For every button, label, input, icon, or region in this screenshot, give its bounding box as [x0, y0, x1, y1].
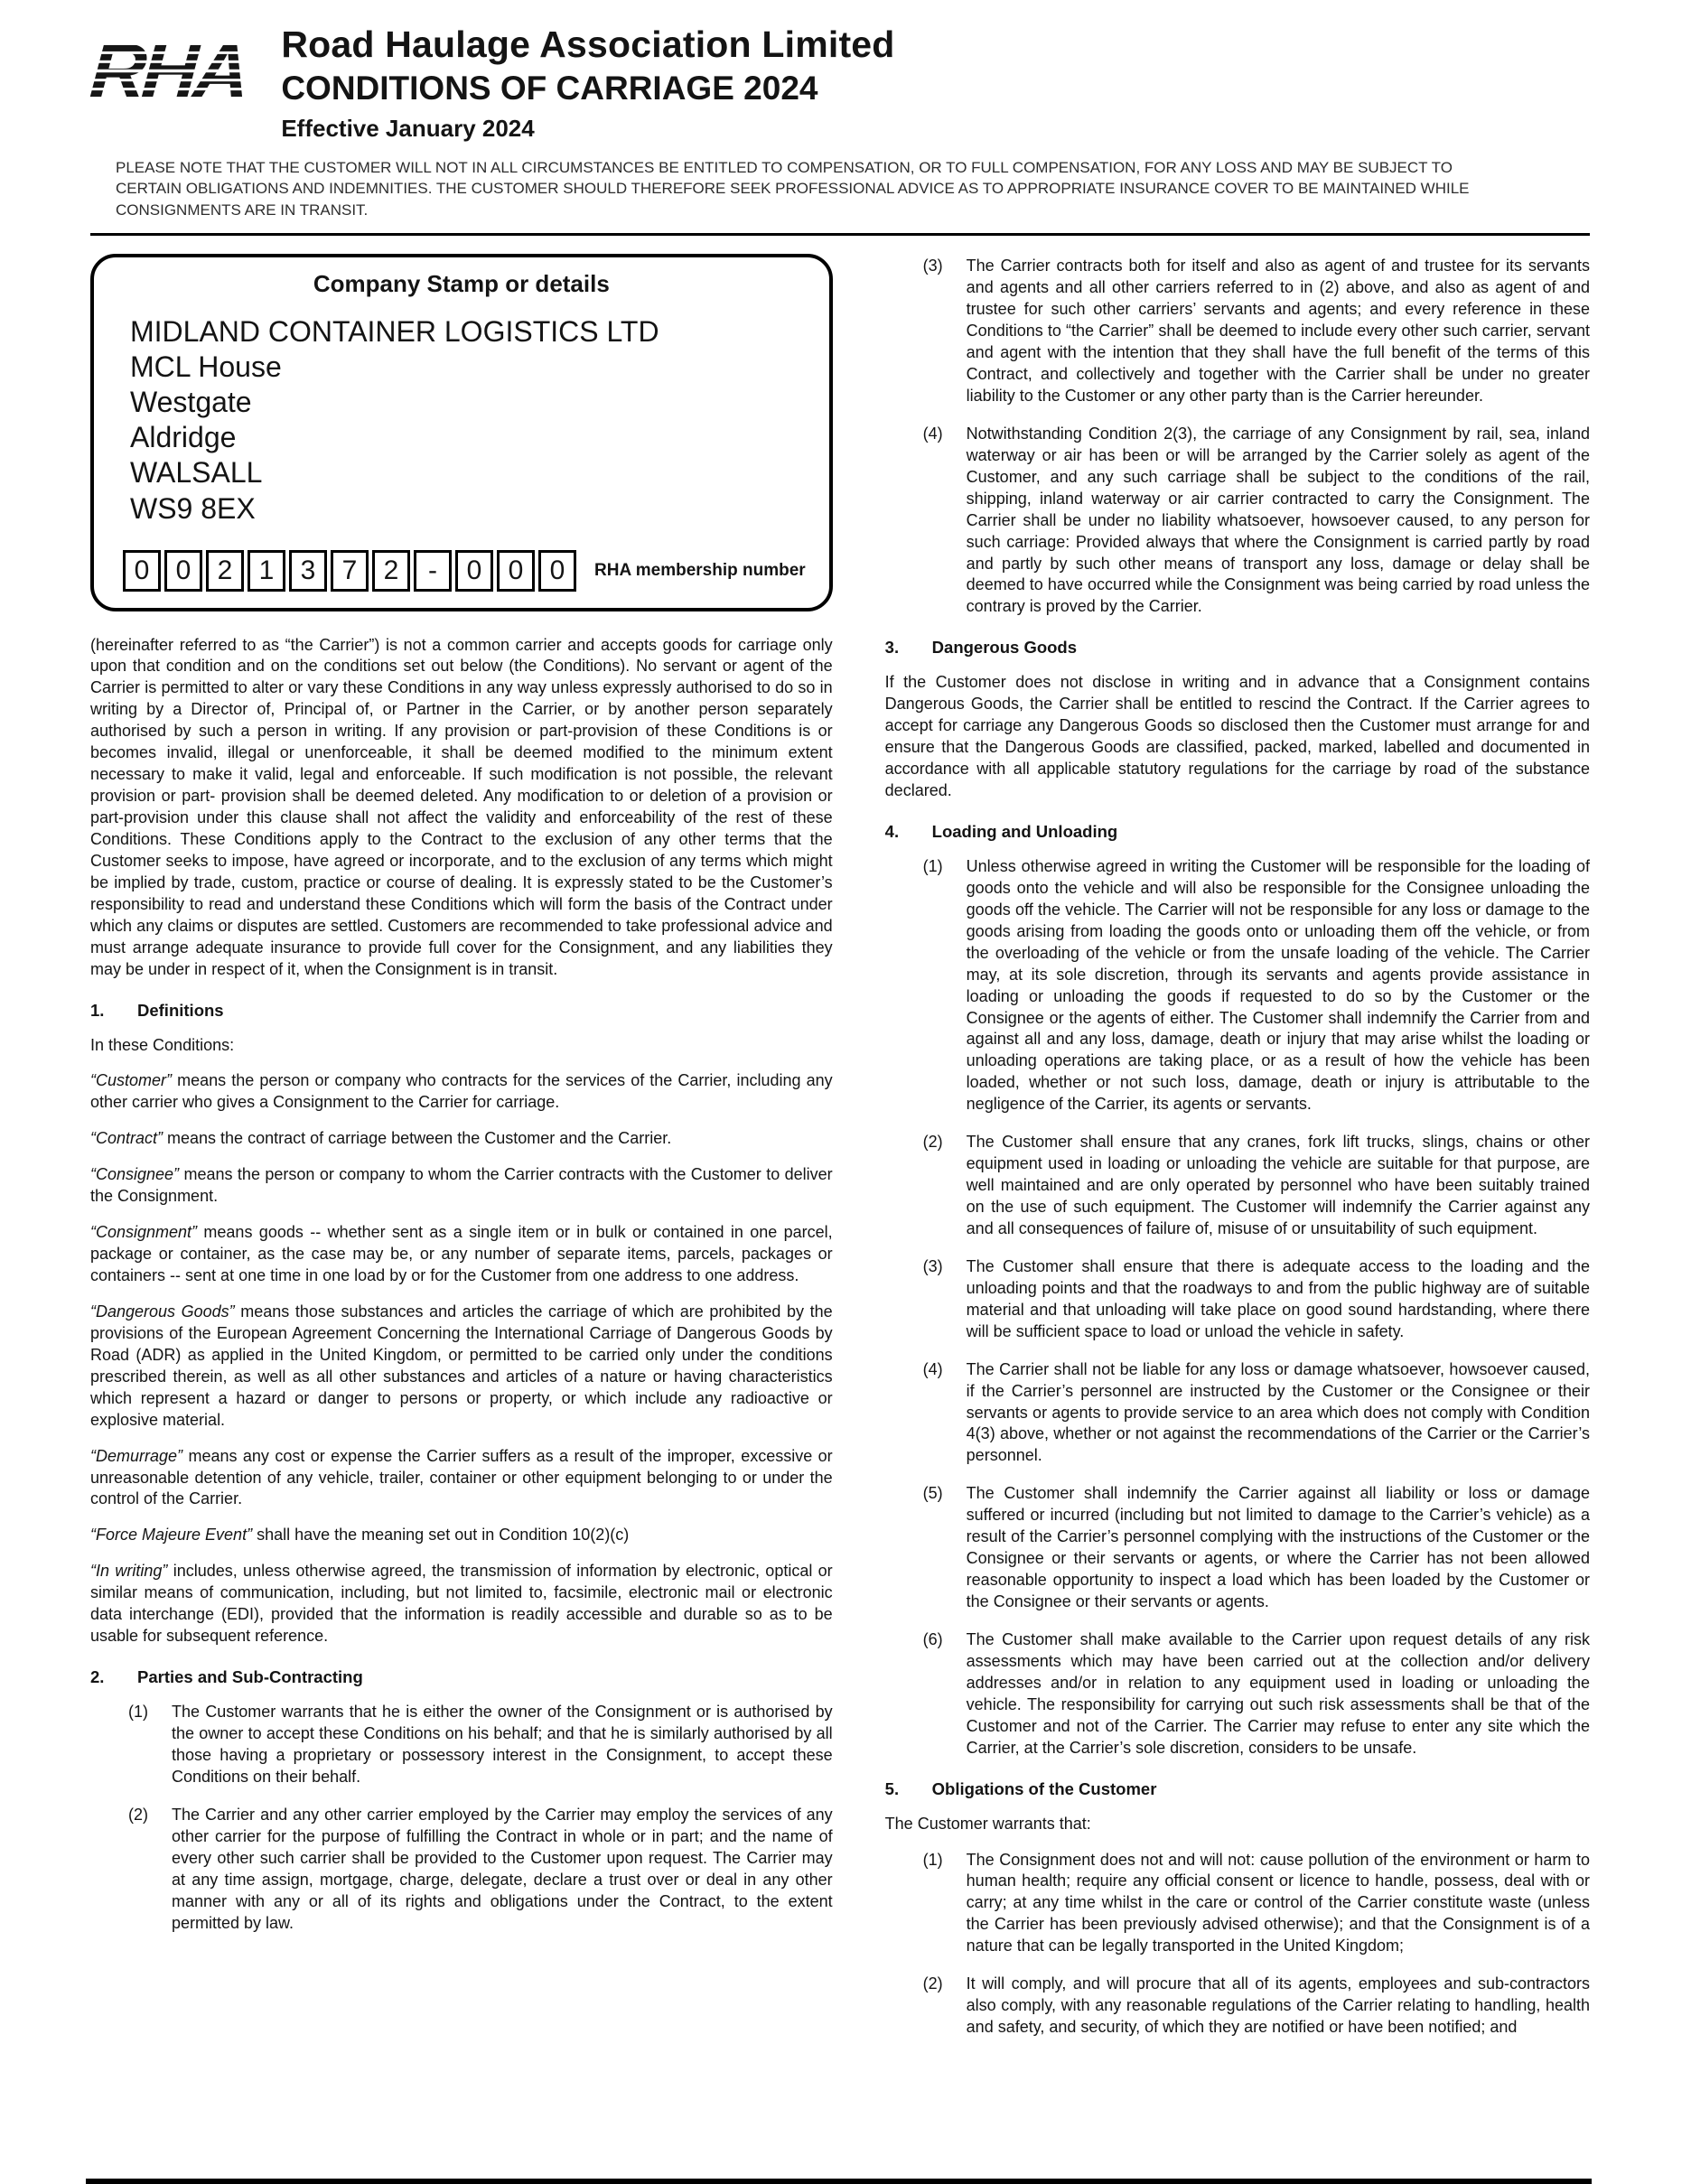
section-2-heading [90, 1667, 833, 1687]
clause-5-2 [885, 1974, 1590, 2039]
company-name-line: MIDLAND CONTAINER LOGISTICS LTD [130, 315, 659, 349]
clause-text: The Customer shall ensure that any cranes, fork lift trucks, slings, chains or other equipment used in loading or unloading the vehicle are suitable for that purpose, are well maintained and are only operated by personnel who have been suitably trained on the use of such equipment. The Customer will indemnify the Carrier against any and all consequences of failure of, misuse of or unsuitability of such equipment. [966, 1133, 1590, 1237]
definitions-lead: In these Conditions: [90, 1035, 235, 1054]
clause-text: The Customer shall ensure that there is adequate access to the loading and the unloading points and that the roadways to and from the public highway are of suitable material and that unloading will take place on good sound hardstanding, where there will be sufficient space to load or unload the vehicle in safety. [966, 1256, 1590, 1340]
definition-consignment [90, 1222, 833, 1287]
clause-number: (2) [922, 1133, 943, 1152]
clause-text: The Carrier contracts both for itself and also as agent of and trustee for its servants and agents and all other carriers referred to in (2) above, and also as agent of and trustee for such other carriers’ servants and agents; and every reference in these Conditions to “the Carrier” shall be deemed to include every other such carrier, servant and agent with the intention that they shall have the full benefit of the terms of this Contract, and collectively and together with the Carrier shall be under no greater liability to the Customer or any other party than is the Carrier hereunder. [966, 257, 1590, 405]
clause-2-4 [885, 424, 1590, 618]
two-column-body [90, 254, 1590, 2055]
definition-text: means any cost or expense the Carrier suffers as a result of the improper, excessive or unreasonable detention of any vehicle, trailer, container or other equipment belonging to or under the control of the Carrier. [90, 1446, 833, 1508]
right-column [885, 254, 1590, 2055]
company-address-line: MCL House [130, 350, 282, 384]
header-divider [90, 233, 1590, 236]
document-subtitle: CONDITIONS OF CARRIAGE 2024 [281, 70, 818, 107]
definition-consignee [90, 1164, 833, 1208]
definition-text: includes, unless otherwise agreed, the transmission of information by electronic, optical or similar means of communication, including, but not limited to, facsimile, electronic mail or electronic data interchange (EDI), provided that the information is readily accessible and durable so as to be usable for subsequent reference. [90, 1562, 833, 1646]
clause-number: (4) [922, 1359, 943, 1378]
membership-number-row [117, 550, 806, 592]
clause-number: (1) [128, 1703, 148, 1722]
clause-2-1 [90, 1702, 833, 1788]
definition-term: “Customer” [90, 1071, 173, 1090]
definition-term: “In writing” [90, 1562, 168, 1581]
membership-digit: 2 [206, 550, 244, 592]
membership-digit: 0 [497, 550, 535, 592]
section-number: 4. [884, 821, 900, 841]
clause-number: (2) [922, 1974, 943, 1993]
clause-4-3 [885, 1256, 1590, 1343]
clause-5-1 [885, 1850, 1590, 1958]
clause-2-3 [885, 256, 1590, 407]
section-number: 1. [90, 1000, 105, 1020]
membership-number-label: RHA membership number [594, 560, 806, 580]
section-title: Obligations of the Customer [931, 1778, 1157, 1798]
document-title: Road Haulage Association Limited [281, 23, 895, 65]
definition-text: shall have the meaning set out in Condition 10(2)(c) [252, 1526, 630, 1545]
left-column [90, 254, 833, 2055]
section-title: Dangerous Goods [931, 638, 1078, 658]
company-postcode-line: WS9 8EX [130, 491, 256, 525]
definition-term: “Consignment” [90, 1223, 198, 1242]
clause-number: (4) [922, 424, 943, 443]
clause-number: (5) [922, 1484, 943, 1503]
document-header [87, 22, 1590, 143]
clause-text: Unless otherwise agreed in writing the Customer will be responsible for the loading of goods onto the vehicle and will also be responsible for the Consignee unloading the goods off the vehicle. The Carrier will not be responsible for any loss or damage to the goods arising from loading the goods onto or unloading them off the vehicle, or from the overloading of the vehicle or from the unsafe loading of the vehicle. The Carrier may, at its sole discretion, through its servants and agents provide assistance in loading or unloading the goods if requested to do so by the Customer or the Consignee or the agents of either. The Customer shall indemnify the Carrier from and against all and any loss, damage, death or injury that may arise whilst the loading or unloading operations are taking place, or as a result of how the vehicle has been loaded, whether or not such loss, damage, death or injury is attributable to the negligence of the Carrier, its agents or servants. [966, 856, 1590, 1114]
header-title-block [281, 22, 894, 143]
clause-number: (3) [922, 257, 943, 275]
clause-text: The Carrier and any other carrier employed by the Carrier may employ the services of any other carrier for the purpose of fulfilling the Contract in whole or in part; and the name of every other such carrier shall be provided to the Customer upon request. The Carrier may at any time assign, mortgage, charge, delegate, declare a trust over or deal in any other manner with any or all of its rights and obligations under the Contract, to the extent permitted by law. [172, 1805, 833, 1932]
definition-term: “Force Majeure Event” [90, 1526, 253, 1545]
clause-text: The Customer shall make available to the Carrier upon request details of any risk assessments which may have been carried out at the collection and/or delivery addresses and/or in relation to any equipment used in loading or unloading the vehicle. The responsibility for carrying out such risk assessments shall be that of the Customer and not of the Carrier. The Carrier may refuse to enter any site which the Carrier, at the Carrier’s sole discretion, considers to be unsafe. [966, 1629, 1590, 1757]
definition-force-majeure [90, 1525, 833, 1546]
clause-text: The Customer shall indemnify the Carrier against all liability or loss or damage suffered or incurred (including but not limited to damage to the Carrier’s vehicle) as a result of the Carrier’s personnel complying with the instructions of the Customer or the Consignee or their servants or agents, or where the Carrier has not been allowed reasonable opportunity to inspect a load which has been loaded by the Customer or the Consignee or their servants or agents. [966, 1484, 1590, 1611]
section-number: 3. [884, 638, 900, 658]
section-1-heading [90, 1001, 833, 1021]
page-bottom-rule [86, 2179, 1592, 2184]
definition-term: “Consignee” [90, 1165, 180, 1184]
membership-digit: 0 [538, 550, 576, 592]
definition-text: means the contract of carriage between the Customer and the Carrier. [163, 1129, 672, 1148]
clause-4-4 [885, 1359, 1590, 1468]
definition-customer [90, 1070, 833, 1114]
stamp-box-title: Company Stamp or details [313, 270, 610, 298]
section-title: Definitions [137, 1000, 224, 1020]
clause-text: The Carrier shall not be liable for any loss or damage whatsoever, howsoever caused, if the Carrier’s personnel are instructed by the Customer or the Consignee or their servants or agents to provide service to an area which does not comply with Condition 4(3) above, whether or not against the recommendations of the Carrier or the Carrier’s personnel. [966, 1359, 1590, 1465]
clause-4-5 [885, 1483, 1590, 1613]
company-address [117, 314, 806, 526]
definition-term: “Demurrage” [90, 1446, 183, 1465]
clause-text: Notwithstanding Condition 2(3), the carriage of any Consignment by rail, sea, inland waterway or air has been or will be arranged by the Carrier solely as agent of the Customer, and any such carriage shall be subject to the conditions of the rail, shipping, inland waterway or air carrier contracted to carry the Consignment. The Carrier shall be under no liability whatsoever, howsoever caused, to any person for such carriage: Provided always that where the Consignment is carried partly by road and partly by such other means of transport any loss, damage or delay shall be deemed to have occurred while the Consignment was being carried by road unless the contrary is proved by the Carrier. [966, 424, 1590, 616]
membership-digit: 0 [455, 550, 493, 592]
clause-4-6 [885, 1629, 1590, 1759]
definition-text: means the person or company to whom the Carrier contracts with the Customer to deliver the Consignment. [90, 1165, 833, 1206]
definition-in-writing [90, 1561, 833, 1647]
section-5-lead: The Customer warrants that: [884, 1814, 1091, 1833]
section-title: Parties and Sub-Contracting [137, 1667, 363, 1687]
clause-4-1 [885, 856, 1590, 1115]
clause-text: It will comply, and will procure that all of its agents, employees and sub-contractors also comply, with any reasonable regulations of the Carrier relating to handling, health and safety, and security, of which they are notified or have been notified; and [966, 1974, 1590, 2037]
rha-logo: RHA [87, 28, 248, 115]
definition-term: “Dangerous Goods” [90, 1302, 235, 1321]
membership-digit: 3 [289, 550, 327, 592]
definition-term: “Contract” [90, 1129, 163, 1148]
clause-number: (3) [922, 1256, 943, 1275]
definition-contract [90, 1128, 833, 1150]
clause-2-2 [90, 1805, 833, 1935]
definition-text: means those substances and articles the carriage of which are prohibited by the provisions of the European Agreement Concerning the International Carriage of Dangerous Goods by Road (ADR) as applied in the United Kingdom, or permitted to be carried only under the conditions prescribed therein, as well as all other substances and articles of a nature or having characteristics which represent a hazard or danger to persons or property, or which include any radioactive or explosive material. [90, 1302, 833, 1429]
section-3-heading [885, 638, 1590, 658]
membership-digit-boxes [123, 550, 576, 592]
definition-text: means goods -- whether sent as a single item or in bulk or contained in one parcel, package or container, as the case may be, or any number of separate items, parcels, packages or containers -- sent at one time in one load by or for the Customer from one address to one address. [90, 1223, 833, 1285]
membership-digit: 1 [248, 550, 285, 592]
clause-number: (2) [128, 1805, 148, 1824]
membership-digit: 0 [123, 550, 161, 592]
section-5-heading [885, 1779, 1590, 1799]
company-stamp-box [90, 254, 833, 611]
membership-digit: 7 [331, 550, 369, 592]
membership-digit: 2 [372, 550, 410, 592]
section-number: 5. [884, 1778, 900, 1798]
company-address-line: Westgate [130, 386, 252, 419]
membership-dash: - [414, 550, 452, 592]
definition-text: means the person or company who contracts for the services of the Carrier, including any other carrier who gives a Consignment to the Carrier for carriage. [90, 1071, 833, 1112]
company-address-line: WALSALL [130, 456, 263, 490]
company-address-line: Aldridge [130, 421, 237, 454]
clause-text: The Consignment does not and will not: cause pollution of the environment or harm to human health; require any official consent or licence to handle, possess, deal with or carry; at any time whilst in the care or control of the Carrier constitute waste (unless the Carrier has been previously advised otherwise); and that the Consignment is of a nature that can be legally transported in the United Kingdom; [966, 1850, 1590, 1955]
clause-number: (1) [922, 1850, 943, 1869]
section-4-heading [885, 822, 1590, 842]
clause-number: (6) [922, 1629, 943, 1648]
clause-number: (1) [922, 856, 943, 875]
effective-date: Effective January 2024 [281, 115, 535, 142]
section-number: 2. [90, 1667, 105, 1687]
membership-digit: 0 [164, 550, 202, 592]
clause-text: The Customer warrants that he is either the owner of the Consignment or is authorised by the owner to accept these Conditions on his behalf; and that he is similarly authorised by all those having a proprietary or possessory interest in the Consignment, to accept these Conditions on their behalf. [172, 1703, 833, 1786]
compensation-notice: PLEASE NOTE THAT THE CUSTOMER WILL NOT IN ALL CIRCUMSTANCES BE ENTITLED TO COMPENSATION, OR TO FULL COMPENSATION, FOR ANY LOSS AND MAY BE SUBJECT TO CERTAIN OBLIGATIONS AND INDEMNITIES. THE CUSTOMER SHOULD THEREFORE SEEK PROFESSIONAL ADVICE AS TO APPROPRIATE INSURANCE COVER TO BE MAINTAINED WHILE CONSIGNMENTS ARE IN TRANSIT. [116, 159, 1470, 219]
section-3-body: If the Customer does not disclose in writing and in advance that a Consignment contains Dangerous Goods, the Carrier shall be entitled to rescind the Contract. If the Carrier agrees to accept for carriage any Dangerous Goods so disclosed then the Customer must arrange for and ensure that the Dangerous Goods are classified, packed, marked, labelled and documented in accordance with all applicable statutory regulations for the carriage by road of the substance declared. [884, 673, 1590, 800]
section-title: Loading and Unloading [931, 821, 1118, 841]
intro-paragraph: (hereinafter referred to as “the Carrier”) is not a common carrier and accepts goods for carriage only upon that condition and on the conditions set out below (the Conditions). No servant or agent of the Carrier is permitted to alter or vary these Conditions in any way unless expressly authorised to do so in writing by a Director of, Principal of, or Partner in the Carrier, or by another person separately authorised by such a person in writing. If any provision or part-provision of these Conditions is or becomes invalid, illegal or unenforceable, it shall be deemed modified to the minimum extent necessary to make it valid, legal and enforceable. If such modification is not possible, the relevant provision or part- provision shall be deemed deleted. Any modification to or deletion of a provision or part-provision under this clause shall not affect the validity and enforceability of the rest of these Conditions. These Conditions apply to the Contract to the exclusion of any other terms that the Customer seeks to impose, have agreed or incorporate, and to the exclusion of any terms which might be implied by trade, custom, practice or course of dealing. It is expressly stated to be the Customer’s responsibility to read and understand these Conditions which will form the basis of the Contract under which any claims or disputes are settled. Customers are recommended to take professional advice and must arrange adequate insurance to provide full cover for the Consignment, and any liabilities they may be under in respect of it, when the Consignment is in transit. [90, 635, 833, 978]
definition-dangerous-goods [90, 1302, 833, 1432]
clause-4-2 [885, 1132, 1590, 1240]
definition-demurrage [90, 1446, 833, 1511]
